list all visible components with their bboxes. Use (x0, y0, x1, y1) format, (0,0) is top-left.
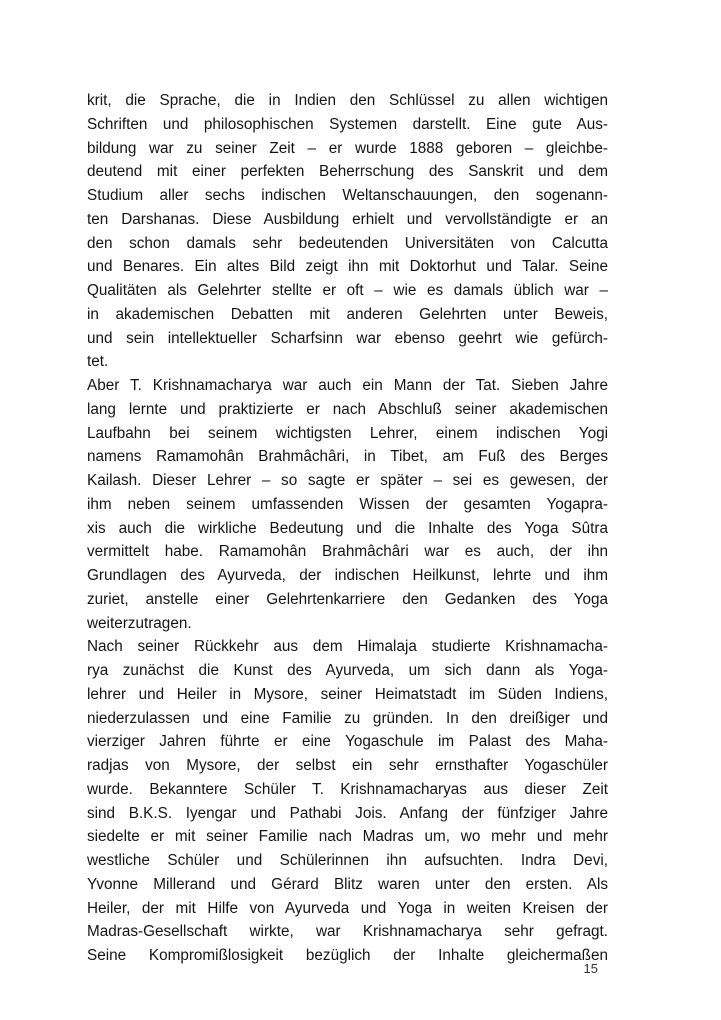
text-line: Qualitäten als Gelehrter stellte er oft – wie es damals üblich war – (87, 282, 608, 299)
body-text (87, 89, 608, 968)
text-line: xis auch die wirkliche Bedeutung und die Inhalte des Yoga Sûtra (87, 519, 608, 537)
text-line: Nach seiner Rückkehr aus dem Himalaja studierte Krishnamacha- (87, 638, 608, 656)
text-line: in akademischen Debatten mit anderen Gelehrten unter Beweis, (87, 305, 608, 323)
text-line: Seine Kompromißlosigkeit bezüglich der Inhalte gleichermaßen (87, 947, 608, 964)
text-line: krit, die Sprache, die in Indien den Schlüssel zu allen wichtigen (87, 92, 608, 109)
text-line: siedelte er mit seiner Familie nach Madras um, wo mehr und mehr (87, 828, 608, 846)
text-line: den schon damals sehr bedeutenden Universitäten von Calcutta (87, 234, 608, 252)
text-line: zuriet, anstelle einer Gelehrtenkarriere den Gedanken des Yoga (87, 590, 608, 608)
paragraph-end-line: weiterzutragen. (87, 614, 192, 632)
text-line: Yvonne Millerand und Gérard Blitz waren unter den ersten. Als (87, 875, 608, 893)
text-line: Madras-Gesellschaft wirkte, war Krishnamacharya sehr gefragt. (87, 923, 608, 941)
text-line: namens Ramamohân Brahmâchâri, in Tibet, am Fuß des Berges (87, 448, 608, 466)
text-line: vermittelt habe. Ramamohân Brahmâchâri war es auch, der ihn (87, 543, 608, 561)
text-line: wurde. Bekanntere Schüler T. Krishnamacharyas aus dieser Zeit (87, 780, 608, 798)
text-line: bildung war zu seiner Zeit – er wurde 1888 geboren – gleichbe- (87, 139, 608, 157)
text-line: sind B.K.S. Iyengar und Pathabi Jois. Anfang der fünfziger Jahre (87, 804, 608, 822)
text-line: und Benares. Ein altes Bild zeigt ihn mit Doktorhut und Talar. Seine (87, 258, 608, 276)
text-line: rya zunächst die Kunst des Ayurveda, um sich dann als Yoga- (87, 662, 608, 679)
text-line: Aber T. Krishnamacharya war auch ein Mann der Tat. Sieben Jahre (87, 377, 608, 394)
text-line: Heiler, der mit Hilfe von Ayurveda und Yoga in weiten Kreisen der (87, 899, 608, 917)
text-line: Laufbahn bei seinem wichtigsten Lehrer, einem indischen Yogi (87, 424, 608, 442)
text-line: Schriften und philosophischen Systemen darstellt. Eine gute Aus- (87, 115, 608, 133)
text-line: vierziger Jahren führte er eine Yogaschule im Palast des Maha- (87, 733, 608, 751)
text-line: ten Darshanas. Diese Ausbildung erhielt und vervollständigte er an (87, 210, 608, 228)
text-line: Studium aller sechs indischen Weltanschauungen, den sogenann- (87, 187, 608, 204)
text-line: und sein intellektueller Scharfsinn war ebenso geehrt wie gefürch- (87, 329, 608, 347)
text-line: deutend mit einer perfekten Beherrschung des Sanskrit und dem (87, 163, 608, 181)
text-line: lehrer und Heiler in Mysore, seiner Heimatstadt im Süden Indiens, (87, 685, 608, 703)
text-line: Kailash. Dieser Lehrer – so sagte er später – sei es gewesen, der (87, 472, 608, 489)
text-line: niederzulassen und eine Familie zu gründen. In den dreißiger und (87, 709, 608, 727)
page-number: 15 (583, 961, 598, 976)
text-line: radjas von Mysore, der selbst ein sehr ernsthafter Yogaschüler (87, 757, 608, 774)
text-line: westliche Schüler und Schülerinnen ihn aufsuchten. Indra Devi, (87, 852, 608, 869)
paragraph-end-line: tet. (87, 353, 109, 371)
text-line: Grundlagen des Ayurveda, der indischen Heilkunst, lehrte und ihm (87, 567, 608, 584)
text-line: ihm neben seinem umfassenden Wissen der gesamten Yogapra- (87, 495, 608, 513)
text-line: lang lernte und praktizierte er nach Abschluß seiner akademischen (87, 400, 608, 418)
